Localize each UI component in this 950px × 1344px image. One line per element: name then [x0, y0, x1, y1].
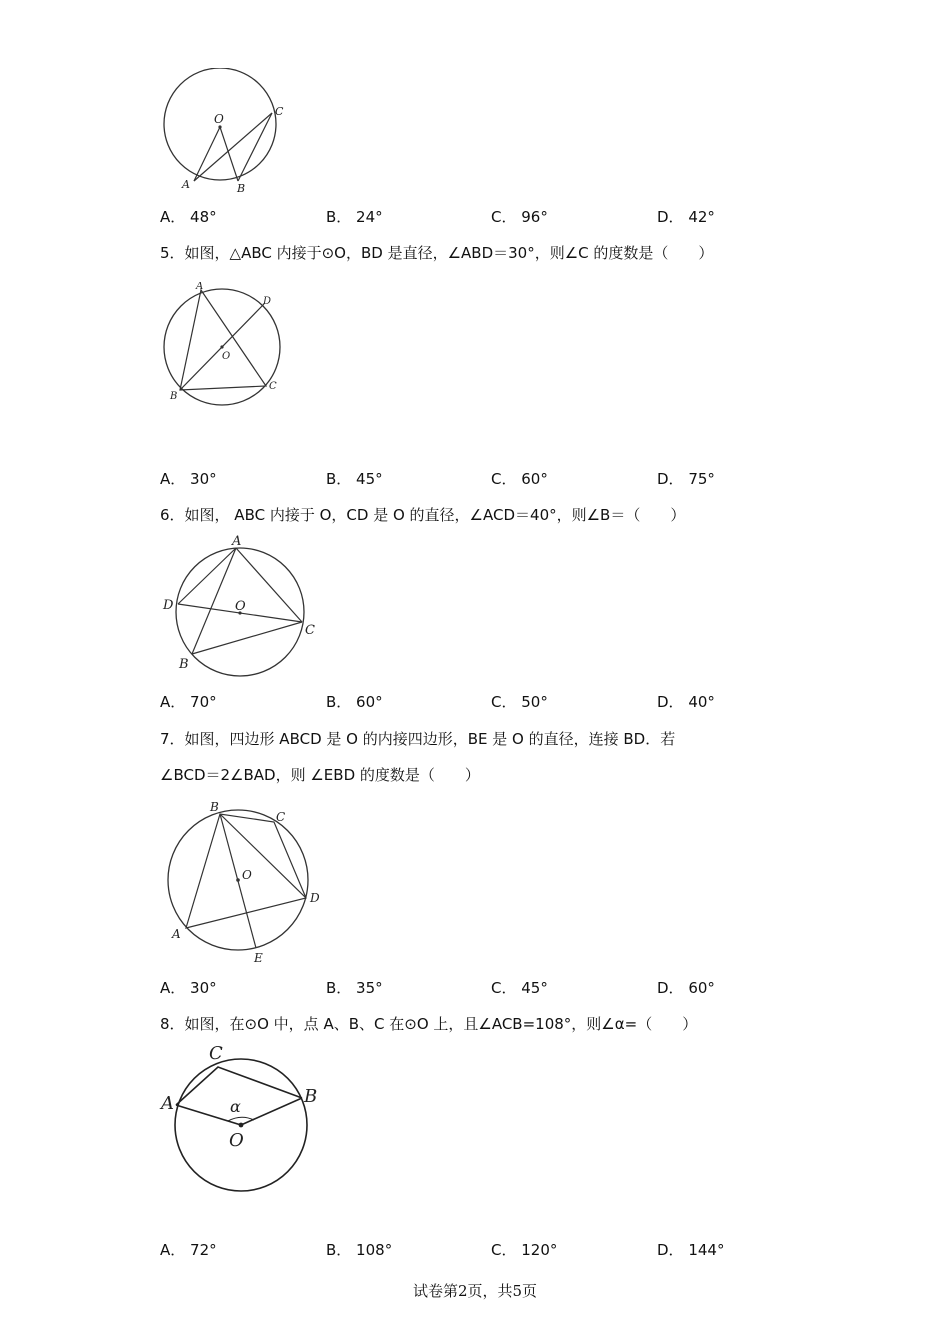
q4-options [0, 206, 950, 228]
q4-label-a: A [182, 178, 190, 191]
q5-option-b[interactable]: B． 45° [326, 470, 383, 488]
q5-label-b: B [170, 391, 178, 402]
q6-label-c: C [305, 623, 315, 638]
q8-label-alpha: α [230, 1097, 241, 1116]
q8-label-a: A [161, 1093, 174, 1114]
q7-label-b: B [210, 800, 219, 814]
q7-figure [160, 796, 330, 966]
q5-label-c: C [269, 381, 277, 392]
q5-label-a: A [196, 282, 204, 292]
q7-question-line2: ∠BCD＝2∠BAD，则 ∠EBD 的度数是（ ） [160, 766, 480, 784]
q5-options [0, 468, 950, 490]
q4-option-c[interactable]: C． 96° [491, 208, 548, 226]
q8-option-c[interactable]: C． 120° [491, 1241, 558, 1259]
q6-label-o: O [235, 599, 246, 614]
q6-option-c[interactable]: C． 50° [491, 693, 548, 711]
q6-options [0, 691, 950, 713]
q7-options [0, 977, 950, 999]
page-footer: 试卷第2页，共5页 [412, 1282, 538, 1300]
q5-label-o: O [222, 351, 231, 362]
q5-label-d: D [263, 296, 272, 307]
q6-label-b: B [179, 657, 189, 672]
q4-option-d[interactable]: D． 42° [657, 208, 715, 226]
q6-label-a: A [232, 534, 242, 549]
q4-label-o: O [214, 112, 224, 126]
q7-option-c[interactable]: C． 45° [491, 979, 548, 997]
q6-label-d: D [163, 598, 174, 613]
q6-figure [158, 530, 328, 680]
q6-option-b[interactable]: B． 60° [326, 693, 383, 711]
q8-label-c: C [209, 1043, 223, 1064]
q8-option-b[interactable]: B． 108° [326, 1241, 393, 1259]
q7-label-c: C [276, 810, 286, 824]
q8-options [0, 1239, 950, 1261]
q4-label-b: B [237, 182, 246, 195]
q7-option-a[interactable]: A． 30° [160, 979, 217, 997]
q4-option-b[interactable]: B． 24° [326, 208, 383, 226]
q5-option-d[interactable]: D． 75° [657, 470, 715, 488]
q7-option-b[interactable]: B． 35° [326, 979, 383, 997]
q6-question: 6．如图， ABC 内接于 O，CD 是 O 的直径，∠ACD＝40°，则∠B＝（ ） [160, 506, 686, 524]
q4-option-a[interactable]: A． 48° [160, 208, 217, 226]
q8-option-d[interactable]: D． 144° [657, 1241, 725, 1259]
q6-option-d[interactable]: D． 40° [657, 693, 715, 711]
q7-option-d[interactable]: D． 60° [657, 979, 715, 997]
q8-question: 8．如图，在⊙O 中，点 A、B、C 在⊙O 上，且∠ACB=108°，则∠α=（ ） [160, 1015, 698, 1033]
q5-option-a[interactable]: A． 30° [160, 470, 217, 488]
q8-label-b: B [304, 1086, 318, 1107]
q4-label-c: C [275, 105, 284, 118]
q7-label-a: A [172, 927, 181, 941]
q6-option-a[interactable]: A． 70° [160, 693, 217, 711]
q7-label-o: O [242, 868, 252, 882]
q5-figure [156, 282, 286, 408]
q5-question: 5．如图，△ABC 内接于⊙O，BD 是直径，∠ABD＝30°，则∠C 的度数是（ ） [160, 244, 714, 262]
q7-label-d: D [310, 891, 320, 905]
q7-label-e: E [254, 951, 263, 965]
q8-label-o: O [229, 1130, 244, 1151]
q4-figure [158, 68, 288, 198]
q8-option-a[interactable]: A． 72° [160, 1241, 217, 1259]
q8-figure [158, 1040, 328, 1196]
q5-option-c[interactable]: C． 60° [491, 470, 548, 488]
q7-question-line1: 7．如图，四边形 ABCD 是 O 的内接四边形，BE 是 O 的直径，连接 BD．若 [160, 730, 676, 748]
